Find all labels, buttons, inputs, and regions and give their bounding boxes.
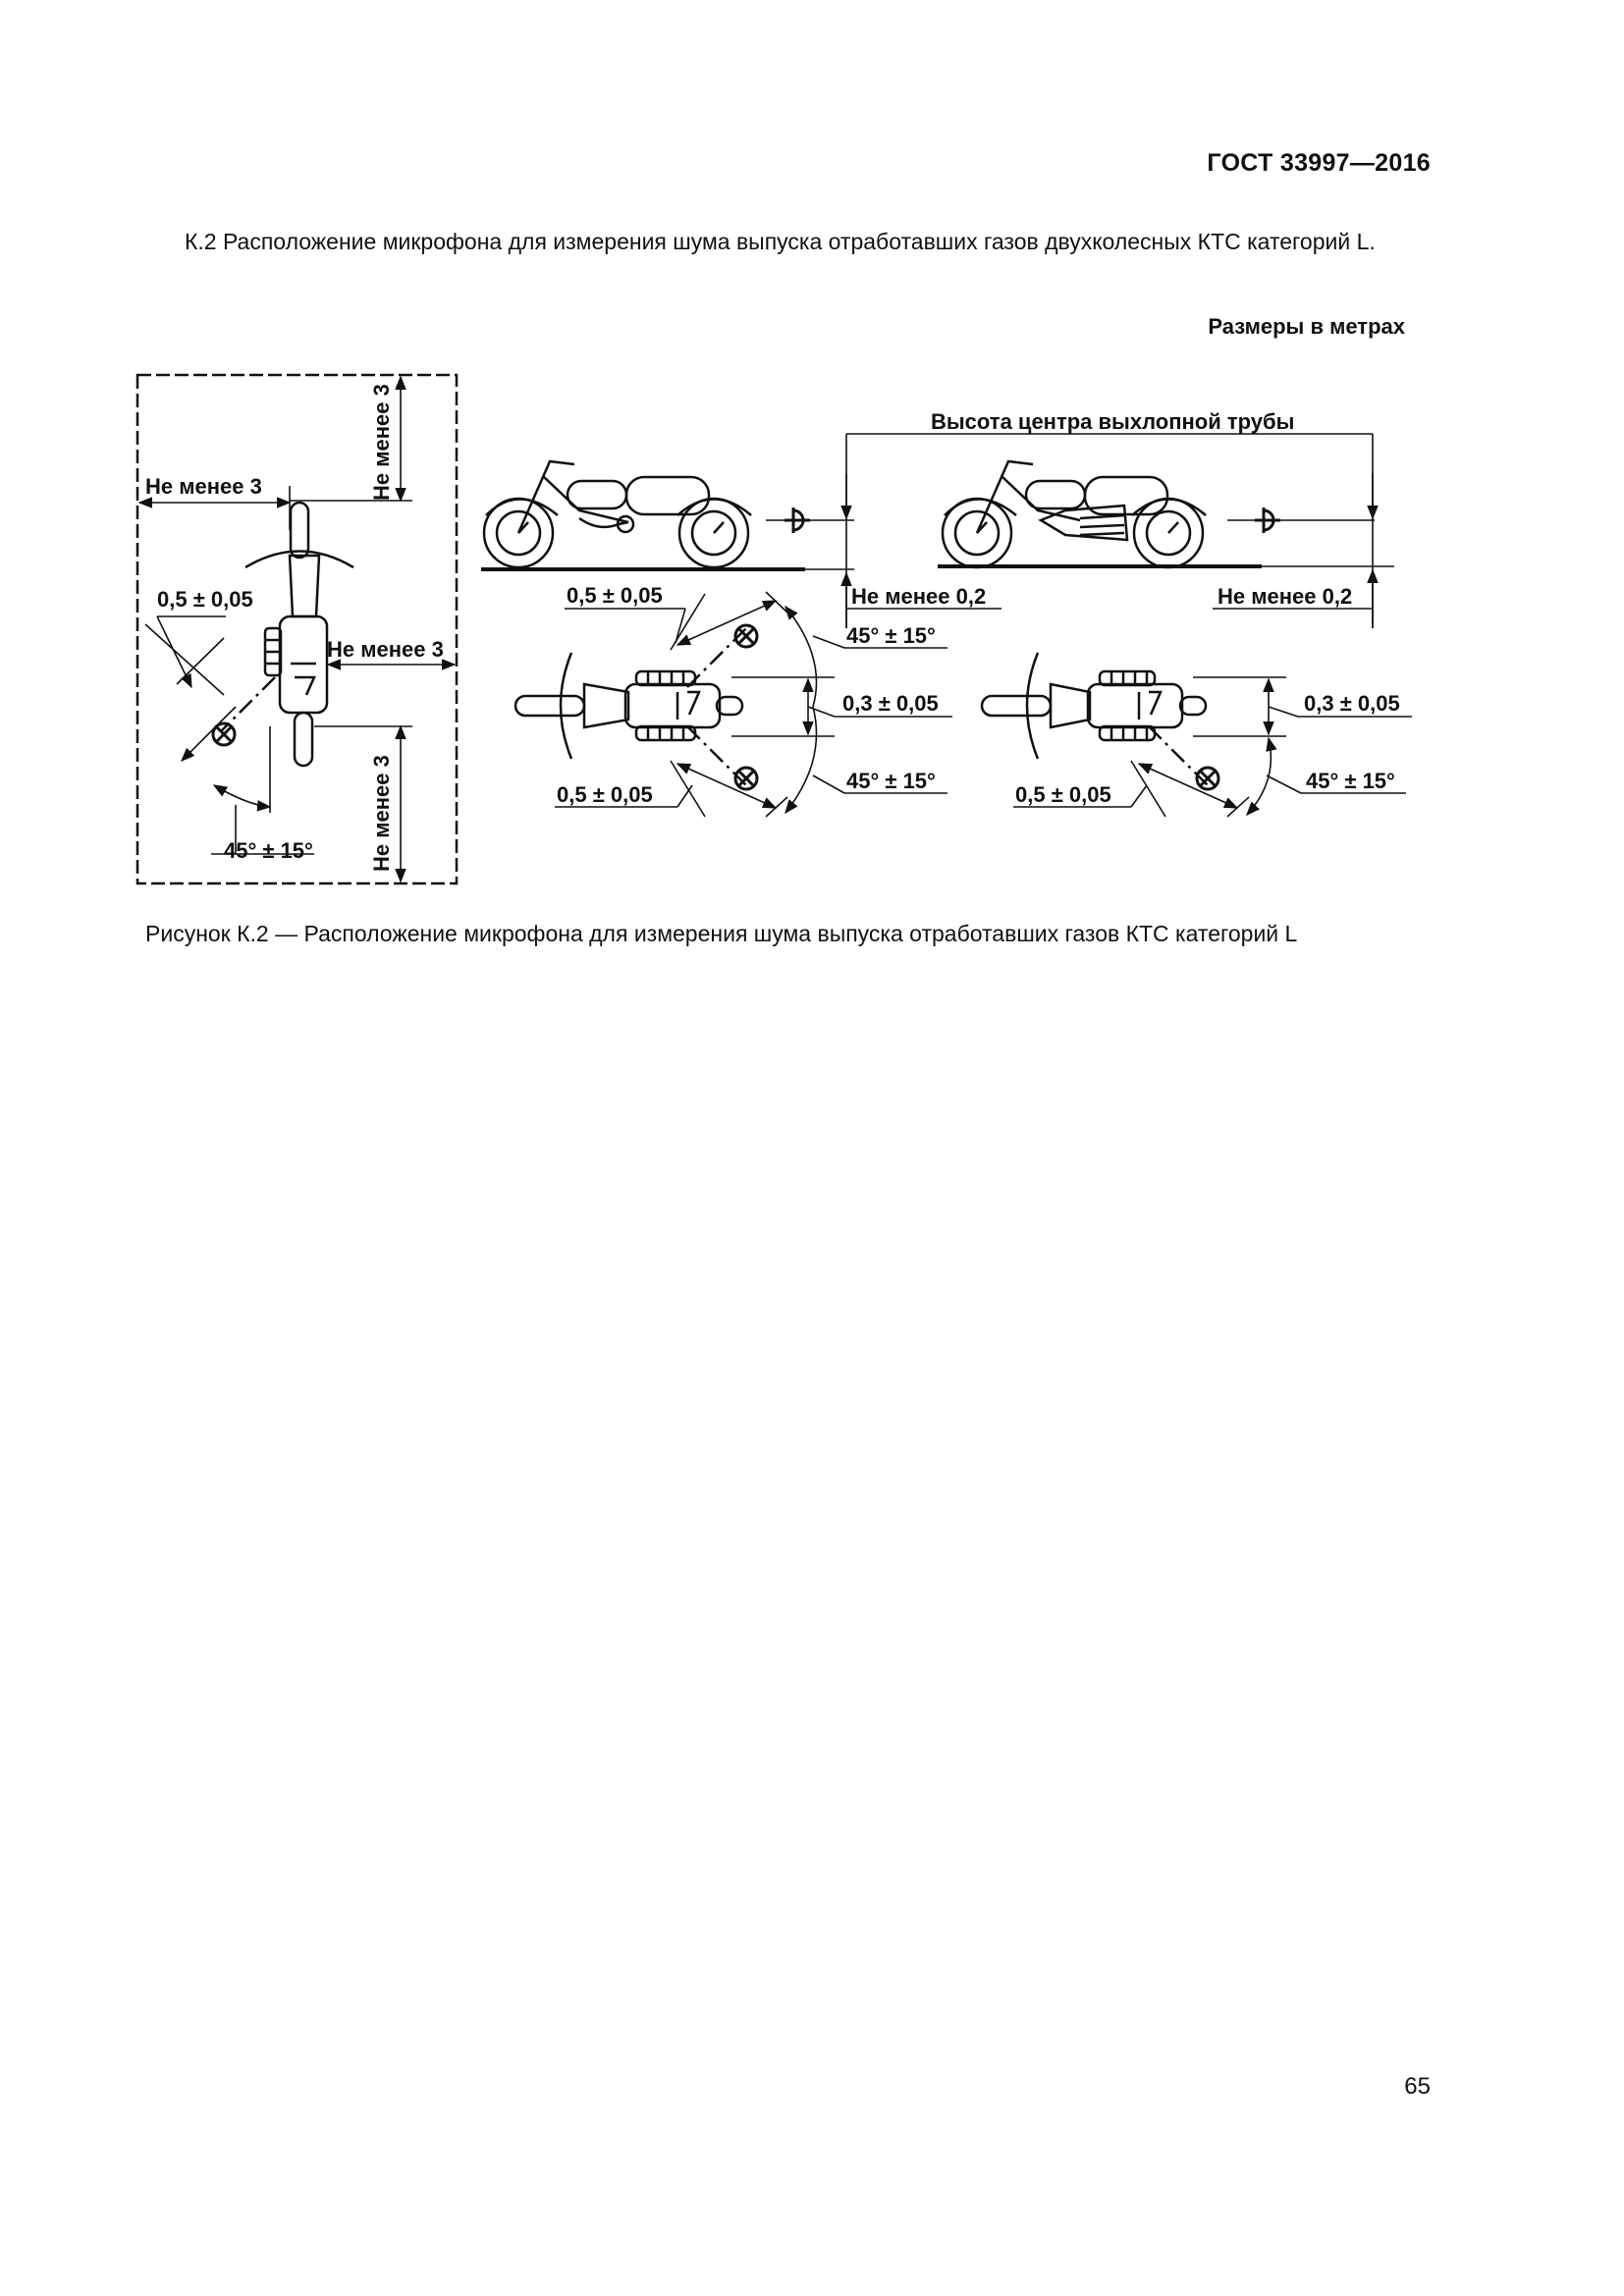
dim-label-tolerance-05-mid-bottom: 0,5 ± 0,05 [557, 782, 653, 807]
figure-caption: Рисунок К.2 — Расположение микрофона для измерения шума выпуска отработавших газов КТС категорий L [145, 921, 1298, 946]
dim-label-not-less-3-right: Не менее 3 [327, 637, 444, 662]
exhaust-height-label: Высота центра выхлопной трубы [931, 409, 1295, 434]
angle-label-mid-top: 45° ± 15° [846, 623, 936, 648]
side-view-motorcycle-2 [938, 461, 1375, 567]
units-note: Размеры в метрах [1208, 314, 1405, 339]
dim-label-tolerance-05-right: 0,5 ± 0,05 [1015, 782, 1111, 807]
dim-label-tolerance-03-mid: 0,3 ± 0,05 [842, 691, 939, 716]
side-view-motorcycle-1 [481, 461, 854, 569]
angle-label-left: 45° ± 15° [224, 838, 313, 863]
left-top-view-panel [137, 375, 457, 883]
angle-label-right: 45° ± 15° [1306, 769, 1395, 793]
dim-label-not-less-3-top: Не менее 3 [369, 384, 394, 501]
standard-code: ГОСТ 33997—2016 [1207, 149, 1431, 177]
dim-label-not-less-02-right: Не менее 0,2 [1218, 584, 1353, 609]
dim-label-not-less-3-left: Не менее 3 [145, 474, 262, 499]
dim-label-tolerance-03-right: 0,3 ± 0,05 [1304, 691, 1400, 716]
dim-label-tolerance-05-left: 0,5 ± 0,05 [157, 587, 253, 612]
top-view-motorcycle-1 [515, 583, 952, 817]
dim-label-not-less-02-left: Не менее 0,2 [851, 584, 987, 609]
page-number: 65 [1404, 2073, 1431, 2100]
exhaust-height-dimension [805, 409, 1394, 628]
dim-label-not-less-3-bottom: Не менее 3 [369, 755, 394, 872]
section-paragraph: К.2 Расположение микрофона для измерения шума выпуска отработавших газов двухколесных КТС категорий L. [185, 229, 1376, 254]
top-view-motorcycle-2 [982, 653, 1412, 817]
dim-label-tolerance-05-mid-top: 0,5 ± 0,05 [567, 583, 663, 608]
angle-label-mid-bottom: 45° ± 15° [846, 769, 936, 793]
